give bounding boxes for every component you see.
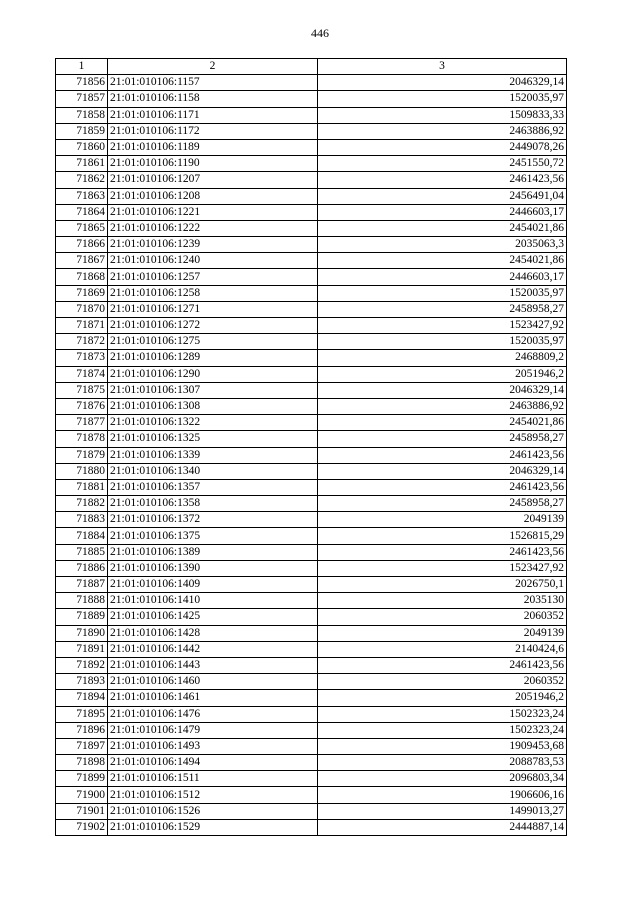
value-cell: 2060352 [318, 609, 567, 625]
table-row [56, 560, 567, 576]
value-cell: 2454021,86 [318, 415, 567, 431]
value-cell: 1502323,24 [318, 722, 567, 738]
table-row [56, 334, 567, 350]
value-cell: 2461423,56 [318, 657, 567, 673]
value-cell: 2458958,27 [318, 431, 567, 447]
cadastral-number-cell: 21:01:010106:1240 [108, 253, 318, 269]
cadastral-number-cell: 21:01:010106:1207 [108, 172, 318, 188]
row-number-cell: 71871 [56, 318, 108, 334]
row-number-cell: 71888 [56, 593, 108, 609]
registry-table [55, 58, 567, 836]
value-cell: 2046329,14 [318, 382, 567, 398]
row-number-cell: 71861 [56, 156, 108, 172]
value-cell: 2444887,14 [318, 819, 567, 835]
row-number-cell: 71897 [56, 738, 108, 754]
cadastral-number-cell: 21:01:010106:1511 [108, 771, 318, 787]
row-number-cell: 71892 [56, 657, 108, 673]
value-cell: 2463886,92 [318, 398, 567, 414]
row-number-cell: 71887 [56, 577, 108, 593]
table-body [56, 75, 567, 836]
value-cell: 1520035,97 [318, 334, 567, 350]
value-cell: 2088783,53 [318, 755, 567, 771]
table-row [56, 431, 567, 447]
value-cell: 2458958,27 [318, 301, 567, 317]
table-row [56, 755, 567, 771]
cadastral-number-cell: 21:01:010106:1208 [108, 188, 318, 204]
table-row [56, 641, 567, 657]
cadastral-number-cell: 21:01:010106:1479 [108, 722, 318, 738]
value-cell: 2449078,26 [318, 139, 567, 155]
cadastral-number-cell: 21:01:010106:1189 [108, 139, 318, 155]
cadastral-number-cell: 21:01:010106:1358 [108, 496, 318, 512]
column-header-3: 3 [318, 59, 567, 75]
cadastral-number-cell: 21:01:010106:1308 [108, 398, 318, 414]
table-row [56, 415, 567, 431]
row-number-cell: 71901 [56, 803, 108, 819]
table-row [56, 706, 567, 722]
row-number-cell: 71869 [56, 285, 108, 301]
cadastral-number-cell: 21:01:010106:1493 [108, 738, 318, 754]
cadastral-number-cell: 21:01:010106:1222 [108, 220, 318, 236]
value-cell: 2454021,86 [318, 220, 567, 236]
value-cell: 1526815,29 [318, 528, 567, 544]
row-number-cell: 71894 [56, 690, 108, 706]
value-cell: 2046329,14 [318, 463, 567, 479]
cadastral-number-cell: 21:01:010106:1158 [108, 91, 318, 107]
value-cell: 2096803,34 [318, 771, 567, 787]
row-number-cell: 71866 [56, 237, 108, 253]
cadastral-number-cell: 21:01:010106:1512 [108, 787, 318, 803]
value-cell: 2454021,86 [318, 253, 567, 269]
cadastral-number-cell: 21:01:010106:1171 [108, 107, 318, 123]
table-row [56, 172, 567, 188]
row-number-cell: 71877 [56, 415, 108, 431]
row-number-cell: 71884 [56, 528, 108, 544]
cadastral-number-cell: 21:01:010106:1272 [108, 318, 318, 334]
cadastral-number-cell: 21:01:010106:1157 [108, 75, 318, 91]
value-cell: 2446603,17 [318, 204, 567, 220]
table-row [56, 544, 567, 560]
table-row [56, 139, 567, 155]
cadastral-number-cell: 21:01:010106:1390 [108, 560, 318, 576]
cadastral-number-cell: 21:01:010106:1428 [108, 625, 318, 641]
cadastral-number-cell: 21:01:010106:1461 [108, 690, 318, 706]
table-row [56, 771, 567, 787]
value-cell: 2468809,2 [318, 350, 567, 366]
cadastral-number-cell: 21:01:010106:1290 [108, 366, 318, 382]
table-row [56, 318, 567, 334]
table-row [56, 593, 567, 609]
table-row [56, 285, 567, 301]
value-cell: 2140424,6 [318, 641, 567, 657]
table-row [56, 107, 567, 123]
row-number-cell: 71883 [56, 512, 108, 528]
table-row [56, 398, 567, 414]
value-cell: 2046329,14 [318, 75, 567, 91]
row-number-cell: 71857 [56, 91, 108, 107]
cadastral-number-cell: 21:01:010106:1325 [108, 431, 318, 447]
column-header-2: 2 [108, 59, 318, 75]
cadastral-number-cell: 21:01:010106:1442 [108, 641, 318, 657]
row-number-cell: 71867 [56, 253, 108, 269]
value-cell: 2461423,56 [318, 447, 567, 463]
cadastral-number-cell: 21:01:010106:1289 [108, 350, 318, 366]
row-number-cell: 71876 [56, 398, 108, 414]
table-header-row [56, 59, 567, 75]
table-row [56, 609, 567, 625]
value-cell: 2051946,2 [318, 690, 567, 706]
row-number-cell: 71862 [56, 172, 108, 188]
cadastral-number-cell: 21:01:010106:1372 [108, 512, 318, 528]
row-number-cell: 71856 [56, 75, 108, 91]
table-row [56, 625, 567, 641]
value-cell: 2463886,92 [318, 123, 567, 139]
row-number-cell: 71885 [56, 544, 108, 560]
value-cell: 2049139 [318, 512, 567, 528]
row-number-cell: 71873 [56, 350, 108, 366]
table-row [56, 787, 567, 803]
value-cell: 2026750,1 [318, 577, 567, 593]
cadastral-number-cell: 21:01:010106:1443 [108, 657, 318, 673]
row-number-cell: 71890 [56, 625, 108, 641]
table-row [56, 269, 567, 285]
row-number-cell: 71895 [56, 706, 108, 722]
table-row [56, 528, 567, 544]
row-number-cell: 71875 [56, 382, 108, 398]
cadastral-number-cell: 21:01:010106:1322 [108, 415, 318, 431]
cadastral-number-cell: 21:01:010106:1339 [108, 447, 318, 463]
table-row [56, 690, 567, 706]
row-number-cell: 71899 [56, 771, 108, 787]
cadastral-number-cell: 21:01:010106:1239 [108, 237, 318, 253]
table-row [56, 301, 567, 317]
value-cell: 1509833,33 [318, 107, 567, 123]
cadastral-number-cell: 21:01:010106:1476 [108, 706, 318, 722]
cadastral-number-cell: 21:01:010106:1258 [108, 285, 318, 301]
value-cell: 1499013,27 [318, 803, 567, 819]
value-cell: 2051946,2 [318, 366, 567, 382]
row-number-cell: 71881 [56, 479, 108, 495]
value-cell: 1523427,92 [318, 560, 567, 576]
table-row [56, 674, 567, 690]
row-number-cell: 71868 [56, 269, 108, 285]
table-row [56, 463, 567, 479]
row-number-cell: 71872 [56, 334, 108, 350]
table-row [56, 657, 567, 673]
cadastral-number-cell: 21:01:010106:1460 [108, 674, 318, 690]
value-cell: 1520035,97 [318, 91, 567, 107]
table-row [56, 220, 567, 236]
table-row [56, 803, 567, 819]
row-number-cell: 71864 [56, 204, 108, 220]
table-row [56, 738, 567, 754]
cadastral-number-cell: 21:01:010106:1494 [108, 755, 318, 771]
row-number-cell: 71879 [56, 447, 108, 463]
table-row [56, 156, 567, 172]
row-number-cell: 71898 [56, 755, 108, 771]
value-cell: 1520035,97 [318, 285, 567, 301]
value-cell: 2458958,27 [318, 496, 567, 512]
row-number-cell: 71886 [56, 560, 108, 576]
cadastral-number-cell: 21:01:010106:1257 [108, 269, 318, 285]
cadastral-number-cell: 21:01:010106:1425 [108, 609, 318, 625]
cadastral-number-cell: 21:01:010106:1307 [108, 382, 318, 398]
table-row [56, 350, 567, 366]
value-cell: 2461423,56 [318, 172, 567, 188]
table-row [56, 447, 567, 463]
row-number-cell: 71891 [56, 641, 108, 657]
value-cell: 2456491,04 [318, 188, 567, 204]
cadastral-number-cell: 21:01:010106:1409 [108, 577, 318, 593]
table-row [56, 75, 567, 91]
row-number-cell: 71874 [56, 366, 108, 382]
cadastral-number-cell: 21:01:010106:1357 [108, 479, 318, 495]
cadastral-number-cell: 21:01:010106:1275 [108, 334, 318, 350]
table-row [56, 496, 567, 512]
row-number-cell: 71859 [56, 123, 108, 139]
value-cell: 1906606,16 [318, 787, 567, 803]
value-cell: 2035063,3 [318, 237, 567, 253]
page-number: 446 [311, 26, 329, 40]
row-number-cell: 71863 [56, 188, 108, 204]
cadastral-number-cell: 21:01:010106:1389 [108, 544, 318, 560]
value-cell: 1909453,68 [318, 738, 567, 754]
cadastral-number-cell: 21:01:010106:1529 [108, 819, 318, 835]
table-row [56, 577, 567, 593]
table-row [56, 237, 567, 253]
row-number-cell: 71902 [56, 819, 108, 835]
table-row [56, 382, 567, 398]
value-cell: 2035130 [318, 593, 567, 609]
table-row [56, 91, 567, 107]
row-number-cell: 71896 [56, 722, 108, 738]
row-number-cell: 71860 [56, 139, 108, 155]
column-header-1: 1 [56, 59, 108, 75]
row-number-cell: 71882 [56, 496, 108, 512]
row-number-cell: 71858 [56, 107, 108, 123]
value-cell: 2461423,56 [318, 544, 567, 560]
row-number-cell: 71880 [56, 463, 108, 479]
row-number-cell: 71865 [56, 220, 108, 236]
cadastral-number-cell: 21:01:010106:1271 [108, 301, 318, 317]
cadastral-number-cell: 21:01:010106:1172 [108, 123, 318, 139]
row-number-cell: 71889 [56, 609, 108, 625]
value-cell: 1523427,92 [318, 318, 567, 334]
cadastral-number-cell: 21:01:010106:1340 [108, 463, 318, 479]
table-row [56, 123, 567, 139]
table-row [56, 512, 567, 528]
cadastral-number-cell: 21:01:010106:1410 [108, 593, 318, 609]
table-row [56, 253, 567, 269]
table-row [56, 819, 567, 835]
cadastral-number-cell: 21:01:010106:1190 [108, 156, 318, 172]
value-cell: 2060352 [318, 674, 567, 690]
row-number-cell: 71870 [56, 301, 108, 317]
row-number-cell: 71878 [56, 431, 108, 447]
cadastral-number-cell: 21:01:010106:1221 [108, 204, 318, 220]
value-cell: 1502323,24 [318, 706, 567, 722]
table-row [56, 188, 567, 204]
row-number-cell: 71893 [56, 674, 108, 690]
table-row [56, 479, 567, 495]
table-row [56, 204, 567, 220]
table-row [56, 366, 567, 382]
cadastral-number-cell: 21:01:010106:1375 [108, 528, 318, 544]
value-cell: 2446603,17 [318, 269, 567, 285]
table-row [56, 722, 567, 738]
cadastral-number-cell: 21:01:010106:1526 [108, 803, 318, 819]
value-cell: 2049139 [318, 625, 567, 641]
value-cell: 2451550,72 [318, 156, 567, 172]
value-cell: 2461423,56 [318, 479, 567, 495]
row-number-cell: 71900 [56, 787, 108, 803]
